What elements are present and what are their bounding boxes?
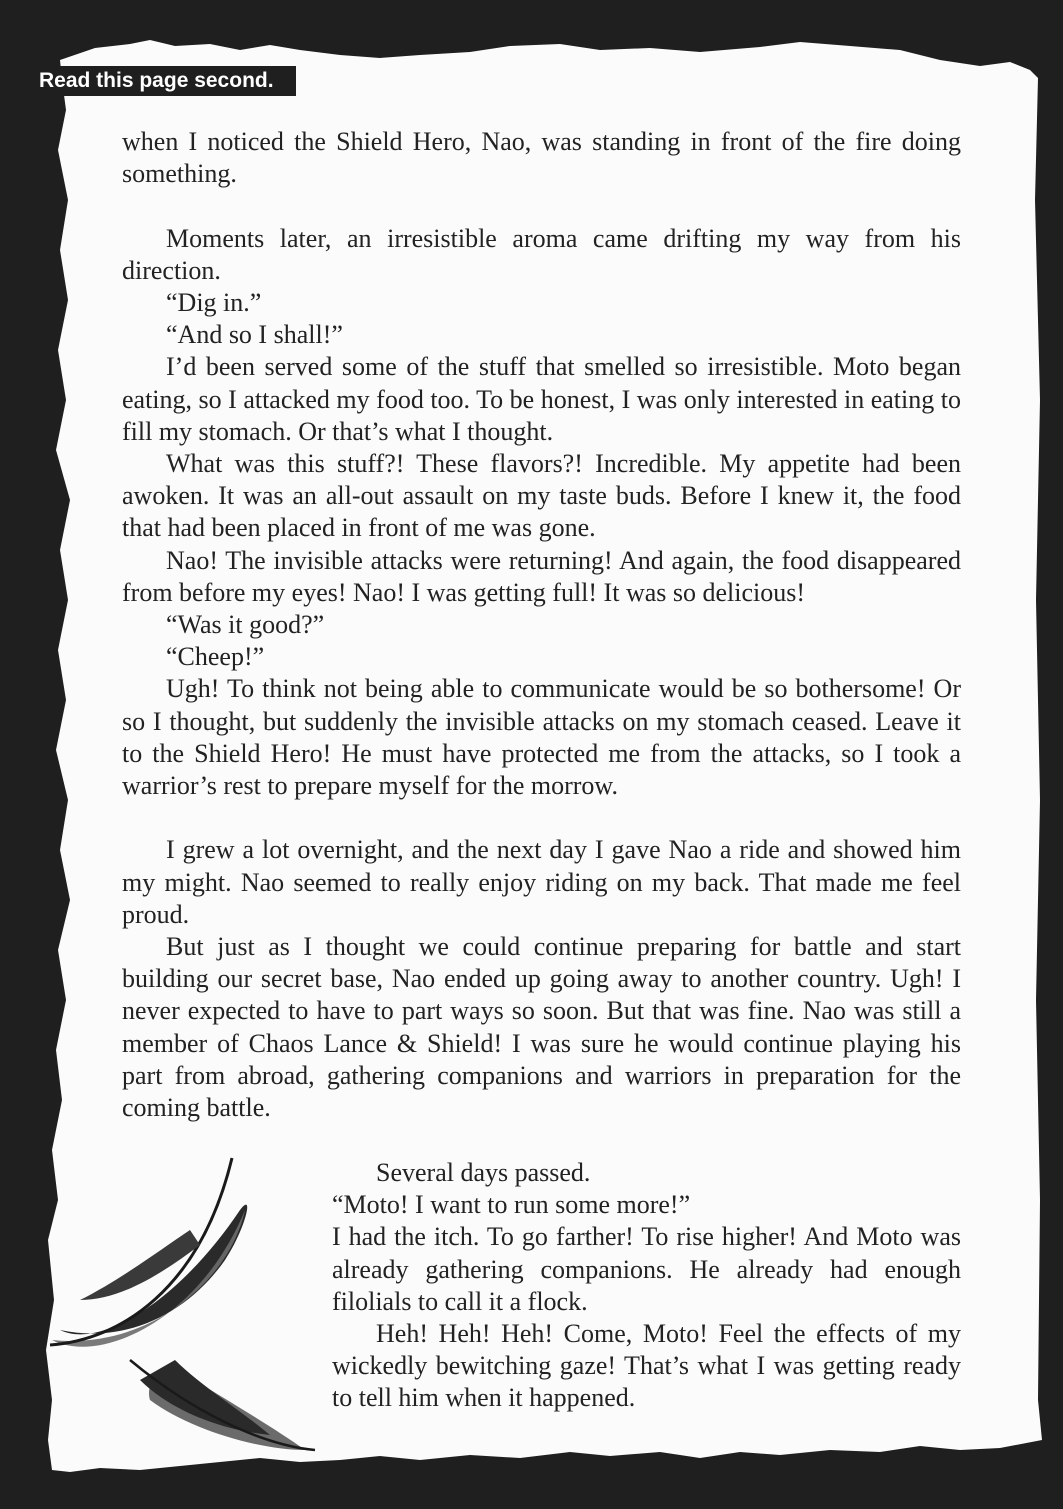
read-order-label: Read this page second. bbox=[30, 66, 296, 96]
dialogue-line: “And so I shall!” bbox=[166, 320, 343, 350]
paragraph: Moments later, an irresistible aroma came drifting my way from his direction. bbox=[122, 223, 961, 285]
paragraph: I’d been served some of the stuff that smelled so irresistible. Moto began eating, so I attacked my food too. To be honest, I was only interested in eating to fill my stomach. Or that’s what I thought. bbox=[122, 352, 961, 446]
paragraph: What was this stuff?! These flavors?! Incredible. My appetite had been awoken. It was an all-out assault on my taste buds. Before I knew it, the food that had been placed in front of me was gone. bbox=[122, 449, 961, 543]
dialogue-line: “Moto! I want to run some more!” bbox=[332, 1190, 691, 1220]
body-text bbox=[122, 126, 961, 1124]
paragraph: Nao! The invisible attacks were returning! And again, the food disappeared from before my eyes! Nao! I was getting full! It was so delicious! bbox=[122, 545, 961, 607]
paragraph: I grew a lot overnight, and the next day I gave Nao a ride and showed him my might. Nao seemed to really enjoy riding on my back. That made me feel proud. bbox=[122, 835, 961, 929]
paragraph: Heh! Heh! Heh! Come, Moto! Feel the effects of my wickedly bewitching gaze! That’s what I was getting ready to tell him when it happened. bbox=[332, 1319, 961, 1413]
feather-icon-upper bbox=[50, 1158, 247, 1347]
dialogue-line: “Cheep!” bbox=[166, 642, 265, 672]
lower-body-text bbox=[332, 1157, 961, 1415]
dialogue-line: “Dig in.” bbox=[166, 288, 262, 317]
paragraph: I had the itch. To go farther! To rise higher! And Moto was already gathering companions. He already had enough filolials to call it a flock. bbox=[332, 1222, 961, 1316]
paragraph: Several days passed. bbox=[376, 1158, 591, 1187]
paragraph: Ugh! To think not being able to communicate would be so bothersome! Or so I thought, but suddenly the invisible attacks on my stomach ceased. Leave it to the Shield Hero! He must have protected me from the attacks, so I took a warrior’s rest to prepare myself for the morrow. bbox=[122, 674, 961, 801]
feather-icon bbox=[40, 1150, 330, 1470]
feather-icon-lower bbox=[130, 1360, 315, 1450]
paragraph: when I noticed the Shield Hero, Nao, was standing in front of the fire doing something. bbox=[122, 127, 961, 189]
dialogue-line: “Was it good?” bbox=[166, 610, 325, 640]
paragraph: But just as I thought we could continue preparing for battle and start building our secret base, Nao ended up going away to another country. Ugh! I never expected to have to part ways so soon. But that was fine. Nao was still a member of Chaos Lance & Shield! I was sure he would continue playing his part from abroad, gathering companions and warriors in preparation for the coming battle. bbox=[122, 932, 961, 1123]
